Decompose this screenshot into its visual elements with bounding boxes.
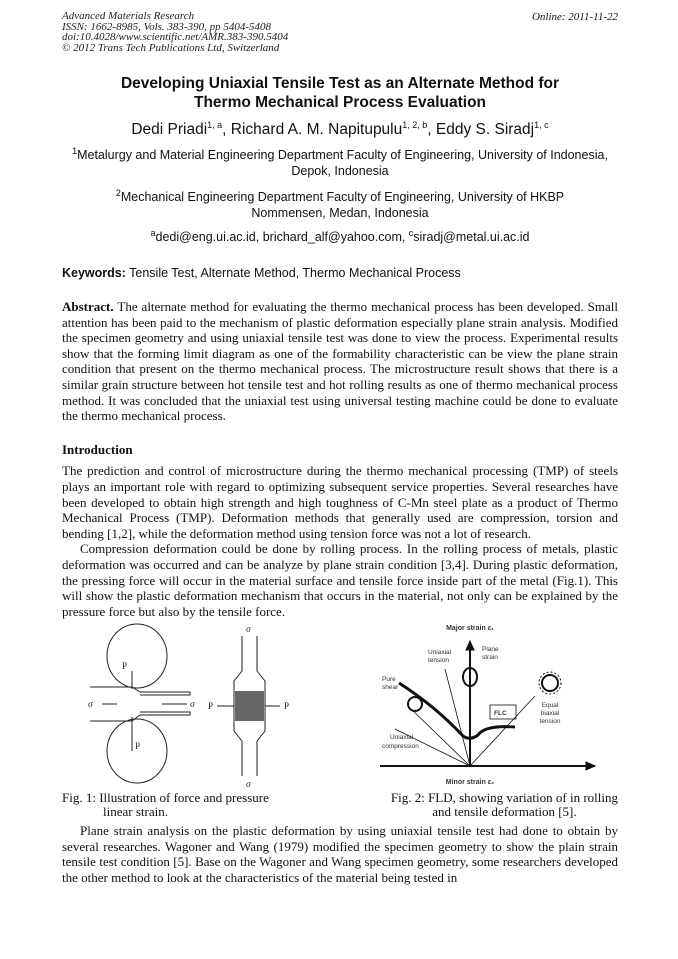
keywords bbox=[62, 265, 618, 281]
caption-line: Fig. 2: FLD, showing variation of in rolling bbox=[390, 790, 618, 806]
major-strain-label: Major strain ε₁ bbox=[446, 625, 494, 633]
paragraph: The prediction and control of microstructure during the thermo mechanical processing (TMP) of steels plays an important role with regard to optimizing subsequent service properties. Several researches have been developed to obtain high strength and high toughness of C-Mn steel plate as a product of Thermo Mechanical Process (TMP). Deformation methods that generally used are compression, torsion and bending [1,2], while the deformation method using tension force was not a lot of research. bbox=[62, 463, 618, 541]
figure-1 bbox=[82, 621, 297, 789]
doi: doi:10.4028/www.scientific.net/AMR.383-390.5404 bbox=[62, 31, 289, 43]
author-sup: 1, c bbox=[534, 119, 549, 130]
fig-label: biaxial bbox=[540, 710, 560, 718]
paragraph: Compression deformation could be done by rolling process. In the rolling process of metals, plastic deformation was occurred and can be analyze by plane strain condition [3,4]. During plastic deformation, the pressing force will occur in the material surface and tensile force inside part of the metal (Fig.1). This will show the plastic deformation mechanism that occurs in the material, not only can be explained by the pressure force but also by the tensile force. bbox=[62, 541, 618, 619]
force-label: P bbox=[284, 701, 290, 712]
author-name: Richard A. M. Napitupulu bbox=[230, 121, 403, 138]
caption-line: linear strain. bbox=[103, 804, 168, 820]
title-line: Thermo Mechanical Process Evaluation bbox=[193, 94, 487, 111]
upper-roll bbox=[107, 624, 167, 688]
force-label: P bbox=[208, 701, 214, 712]
stress-label: σ bbox=[88, 699, 93, 710]
affiliation-2 bbox=[62, 189, 618, 221]
email-sup: c bbox=[408, 227, 414, 238]
figure-2-caption bbox=[391, 791, 618, 819]
authors: Dedi Priadi$^{1, a}$, Richard A. M. Napitupulu$^{1, 2, b}$, Eddy S. Siradj$^{1, c}$ bbox=[131, 119, 549, 138]
fig-label: Pure bbox=[382, 676, 396, 684]
affiliation-1 bbox=[62, 147, 618, 179]
stress-label: σ bbox=[246, 624, 251, 635]
emails bbox=[62, 229, 618, 245]
journal-header bbox=[62, 11, 288, 53]
author-sup: 1, 2, b bbox=[402, 119, 428, 130]
lower-roll bbox=[107, 719, 167, 783]
email-text: dedi@eng.ui.ac.id, brichard_alf@yahoo.com, bbox=[155, 230, 409, 244]
caption-line: Fig. 1: Illustration of force and pressure bbox=[62, 790, 269, 806]
email-text: siradj@metal.ui.ac.id bbox=[413, 230, 530, 244]
paragraph: Plane strain analysis on the plastic deformation by using uniaxial tensile test had done to obtain by several researches. Wagoner and Wang (1979) modified the specimen geometry to show the plain strain tensile test condition [5]. Base on the Wagoner and Wang specimen geometry, some researchers developed the other method to look at the characteristics of the material being tested in bbox=[62, 823, 618, 886]
figure-2-fld bbox=[360, 621, 610, 789]
issn: ISSN: 1662-8985, Vols. 383-390, pp 5404-5408 bbox=[62, 20, 271, 33]
author-sup: 1, a bbox=[207, 119, 223, 130]
stress-label: σ bbox=[190, 699, 195, 710]
fig-label: Uniaxial bbox=[390, 734, 414, 742]
fig-label: tension bbox=[428, 657, 449, 665]
force-label: P bbox=[135, 741, 141, 752]
abstract-text: The alternate method for evaluating the thermo mechanical process has been developed. Small attention has been paid to the mechanism of plastic deformation especially plane strain analysis. Modified the specimen geometry and using uniaxial tensile test was done to view the process. Experimental results show that the forming limit diagram as one of the formability characteristic can be view the plane strain condition that present on the thermo mechanical process. The microstructure result shows that there is a similar grain structure between hot tensile test and hot rolling results as one of thermo mechanical process method. It was concluded that the uniaxial test using universal testing machine could be done to evaluate the thermo mechanical process. bbox=[62, 299, 618, 424]
figure-1-caption bbox=[62, 791, 269, 819]
captions-row bbox=[62, 791, 618, 819]
abstract-label: Abstract. bbox=[62, 299, 114, 314]
keywords-label: Keywords: bbox=[62, 266, 126, 280]
section-heading: Introduction bbox=[62, 441, 133, 457]
paper-title bbox=[62, 74, 618, 112]
introduction-section bbox=[62, 442, 618, 620]
aff-text: Metalurgy and Material Engineering Department Faculty of Engineering, University of Indonesia, Depok, Indonesia bbox=[77, 148, 608, 178]
minor-strain-label: Minor strain ε₂ bbox=[445, 779, 495, 787]
journal-name: Advanced Materials Research bbox=[62, 10, 195, 22]
aff-text: Mechanical Engineering Department Faculty of Engineering, University of HKBP Nommensen, Medan, Indonesia bbox=[120, 190, 565, 220]
figures-row bbox=[62, 621, 618, 789]
force-label: P bbox=[122, 661, 128, 672]
fig-label: Plane bbox=[482, 646, 499, 654]
fig-label: Equal bbox=[541, 702, 559, 710]
fig-label: strain bbox=[482, 654, 498, 662]
keywords-text: Tensile Test, Alternate Method, Thermo Mechanical Process bbox=[125, 266, 461, 280]
flc-label: FLC bbox=[494, 710, 507, 718]
fig-label: shear bbox=[382, 684, 399, 692]
paper-body bbox=[62, 74, 618, 886]
email-sup: a bbox=[150, 227, 156, 238]
online-date: Online: 2011-11-22 bbox=[531, 11, 618, 23]
aff-sup: 1 bbox=[72, 145, 78, 156]
fig-label: tension bbox=[539, 718, 561, 726]
copyright: © 2012 Trans Tech Publications Ltd, Switzerland bbox=[62, 41, 280, 54]
stress-label: σ bbox=[246, 779, 251, 790]
caption-line: and tensile deformation [5]. bbox=[432, 804, 577, 820]
paragraph-after-figures bbox=[62, 823, 618, 885]
author-name: Dedi Priadi bbox=[131, 121, 208, 138]
aff-sup: 2 bbox=[115, 187, 121, 198]
fig-label: Uniaxial bbox=[428, 649, 452, 657]
abstract bbox=[62, 299, 618, 424]
author-name: Eddy S. Siradj bbox=[435, 121, 535, 138]
title-line: Developing Uniaxial Tensile Test as an Alternate Method for bbox=[120, 75, 560, 92]
fig-label: compression bbox=[382, 743, 419, 751]
